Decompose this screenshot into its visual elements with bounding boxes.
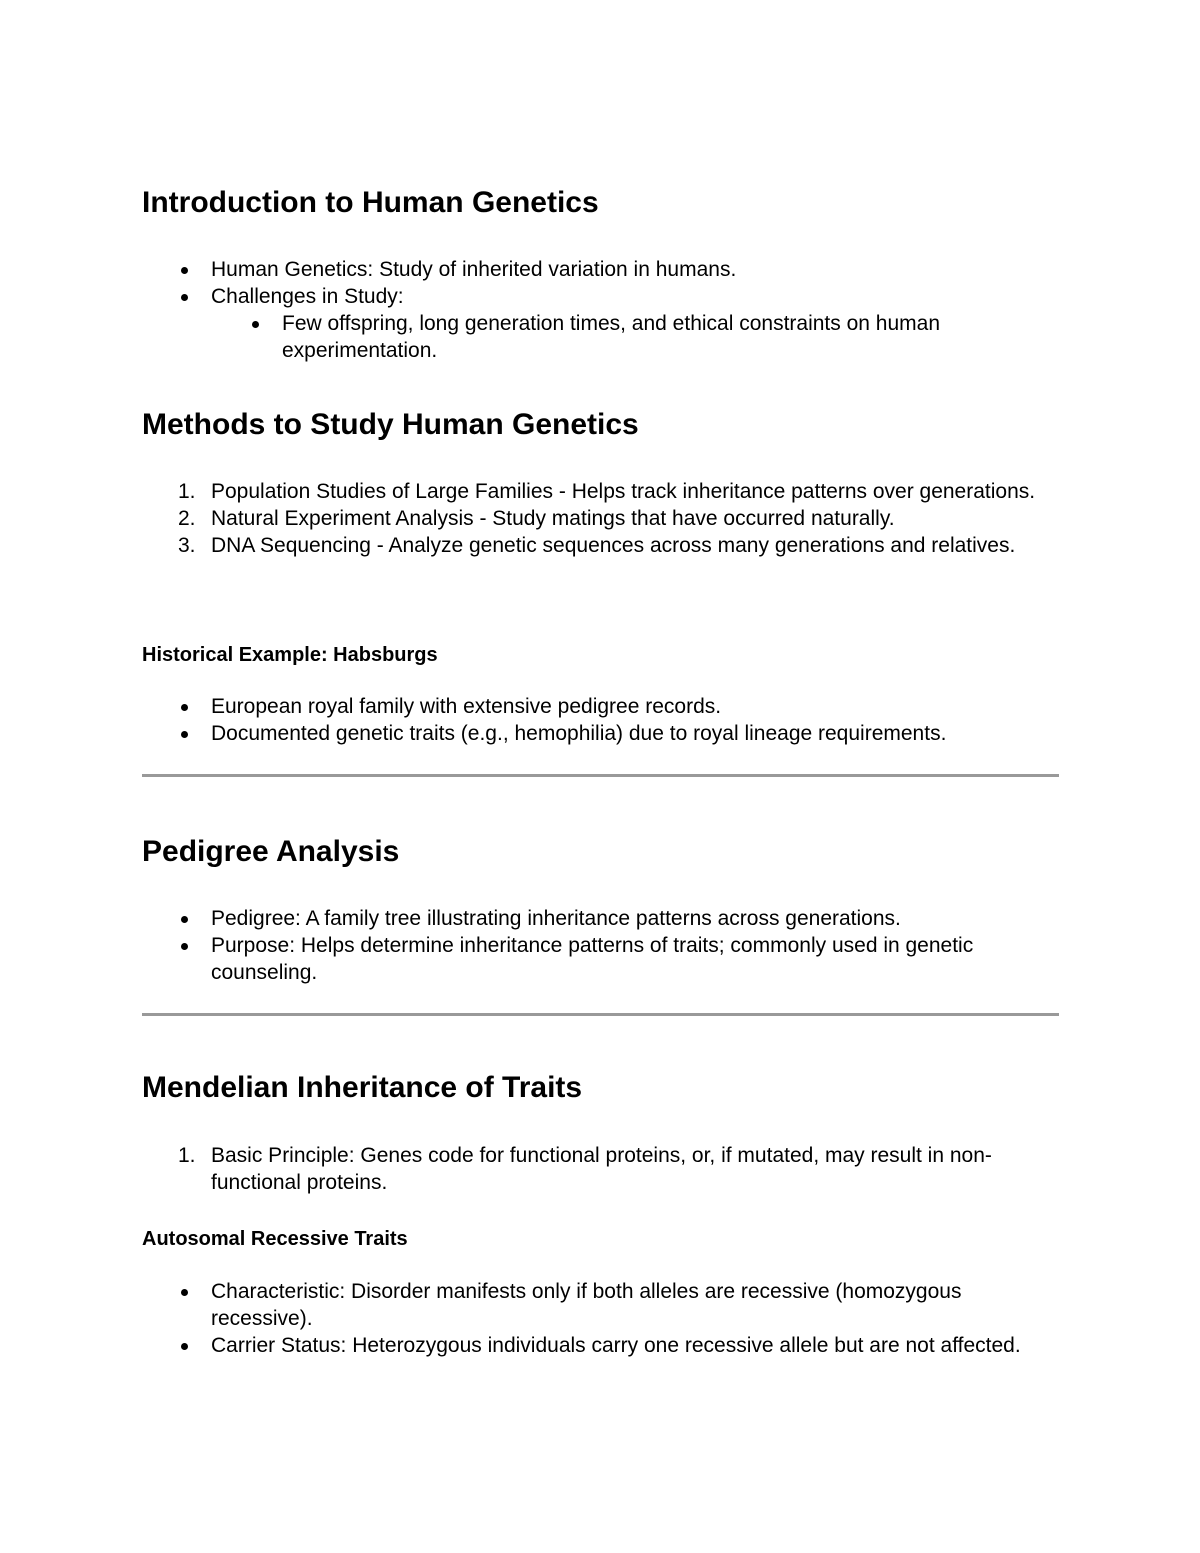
- bullet-icon: [181, 267, 188, 274]
- list-item: Characteristic: Disorder manifests only if both alleles are recessive (homozygous recessive).: [142, 1278, 1062, 1332]
- heading-intro: Introduction to Human Genetics: [142, 186, 599, 219]
- list-number: 1.: [178, 1144, 196, 1167]
- list-number: 1.: [178, 480, 196, 503]
- list-number: 3.: [178, 534, 196, 557]
- bullet-icon: [181, 943, 188, 950]
- list-item: 2. Natural Experiment Analysis - Study matings that have occurred naturally.: [178, 507, 895, 530]
- horizontal-divider: [142, 774, 1059, 777]
- list-item: Carrier Status: Heterozygous individuals carry one recessive allele but are not affected.: [142, 1332, 1062, 1359]
- list-item: 3. DNA Sequencing - Analyze genetic sequences across many generations and relatives.: [178, 534, 1016, 557]
- bullet-icon: [181, 1289, 188, 1296]
- horizontal-divider: [142, 1013, 1059, 1016]
- pedigree-bullet-list: [142, 905, 1022, 986]
- heading-pedigree: Pedigree Analysis: [142, 835, 400, 868]
- list-item: Few offspring, long generation times, and ethical constraints on human experimentation.: [142, 310, 1022, 364]
- bullet-icon: [181, 731, 188, 738]
- list-item: 1. Basic Principle: Genes code for functional proteins, or, if mutated, may result in non-functional proteins.: [178, 1144, 992, 1194]
- list-item: 1. Population Studies of Large Families - Helps track inheritance patterns over generations.: [178, 480, 1036, 503]
- bullet-icon: [252, 321, 259, 328]
- bullet-icon: [181, 1343, 188, 1350]
- list-item: Human Genetics: Study of inherited variation in humans.: [142, 256, 1062, 283]
- list-item: Challenges in Study:: [142, 283, 1062, 310]
- habsburgs-bullet-list: [142, 693, 1062, 747]
- subheading-habsburgs: Historical Example: Habsburgs: [142, 644, 438, 666]
- methods-numbered-list: [142, 478, 1042, 559]
- list-number: 2.: [178, 507, 196, 530]
- intro-bullet-list: [142, 256, 1062, 364]
- list-item: Purpose: Helps determine inheritance patterns of traits; commonly used in genetic counseling.: [142, 932, 1022, 986]
- list-item: Pedigree: A family tree illustrating inheritance patterns across generations.: [142, 905, 1022, 932]
- subheading-autosomal-recessive: Autosomal Recessive Traits: [142, 1228, 408, 1250]
- mendelian-numbered-list: [142, 1142, 1052, 1196]
- heading-methods: Methods to Study Human Genetics: [142, 408, 639, 441]
- list-item: Documented genetic traits (e.g., hemophilia) due to royal lineage requirements.: [142, 720, 1062, 747]
- heading-mendelian: Mendelian Inheritance of Traits: [142, 1071, 583, 1104]
- list-item: European royal family with extensive pedigree records.: [142, 693, 1062, 720]
- bullet-icon: [181, 916, 188, 923]
- autosomal-bullet-list: [142, 1278, 1062, 1359]
- bullet-icon: [181, 294, 188, 301]
- bullet-icon: [181, 704, 188, 711]
